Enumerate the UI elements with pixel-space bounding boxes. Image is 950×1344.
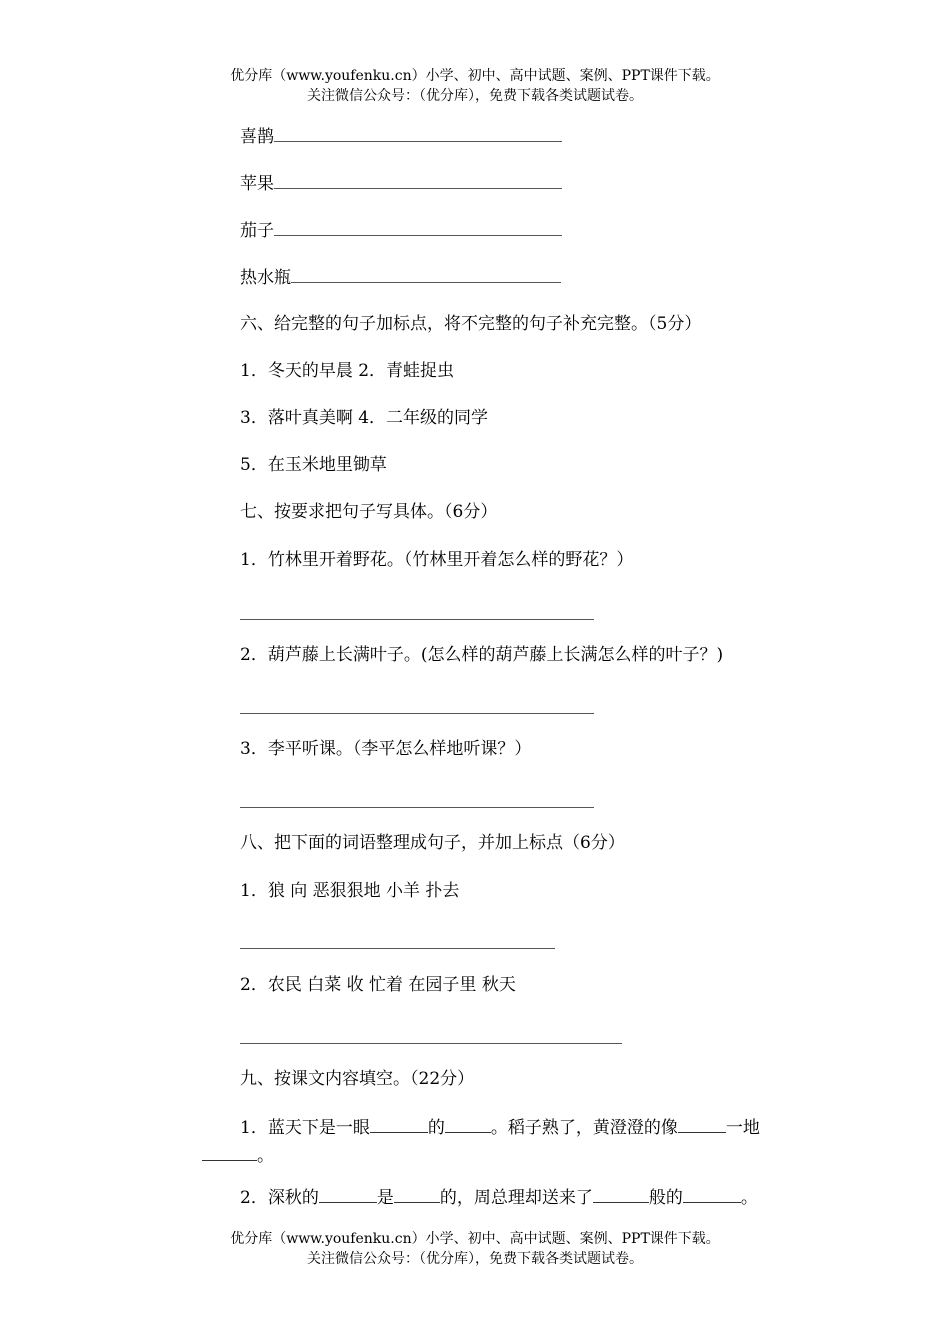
- section-6-row-3: 5．在玉米地里锄草: [240, 455, 387, 475]
- word-row-2: [240, 171, 562, 196]
- fill-blank[interactable]: [593, 1186, 649, 1203]
- word-label: 茄子: [240, 221, 274, 241]
- section-8-question-1: 1．狼 向 恶狠狠地 小羊 扑去: [240, 881, 460, 901]
- answer-line[interactable]: [274, 218, 562, 236]
- fill-blank[interactable]: [319, 1186, 377, 1203]
- text-segment: 。稻子熟了，黄澄澄的像: [490, 1118, 678, 1138]
- word-label: 苹果: [240, 174, 274, 194]
- text-segment: 1．蓝天下是一眼: [240, 1118, 370, 1138]
- answer-line[interactable]: [274, 124, 562, 142]
- text-segment: 2．深秋的: [240, 1188, 319, 1208]
- fill-blank[interactable]: [202, 1144, 257, 1161]
- fill-blank[interactable]: [394, 1186, 440, 1203]
- text-segment: 一地: [725, 1118, 760, 1138]
- fill-blank[interactable]: [370, 1116, 428, 1133]
- header-line-2: 关注微信公众号：（优分库），免费下载各类试题试卷。: [307, 88, 643, 104]
- section-7-title: 七、按要求把句子写具体。（6分）: [240, 502, 498, 522]
- text-segment: 是: [376, 1188, 394, 1208]
- section-9-question-2: [240, 1186, 758, 1210]
- fill-blank[interactable]: [678, 1116, 726, 1133]
- footer-line-2: 关注微信公众号：（优分库），免费下载各类试题试卷。: [307, 1251, 643, 1267]
- section-8-title: 八、把下面的词语整理成句子，并加上标点（6分）: [240, 833, 625, 853]
- word-row-3: [240, 218, 562, 243]
- word-row-4: [240, 265, 561, 290]
- text-segment: 的，周总理却送来了: [439, 1188, 593, 1208]
- header-line-1: 优分库（www.youfenku.cn）小学、初中、高中试题、案例、PPT课件下载。: [230, 68, 720, 84]
- section-6-row-2: 3．落叶真美啊 4．二年级的同学: [240, 408, 489, 428]
- page-footer: [0, 1229, 950, 1269]
- section-6-row-1: 1．冬天的早晨 2．青蛙捉虫: [240, 361, 455, 381]
- answer-line[interactable]: [240, 1043, 622, 1044]
- answer-line[interactable]: [291, 265, 561, 283]
- word-row-1: [240, 124, 562, 149]
- section-9-question-1-cont: [202, 1144, 274, 1168]
- section-9-title: 九、按课文内容填空。（22分）: [240, 1069, 475, 1089]
- answer-line[interactable]: [240, 713, 594, 714]
- section-6-title: 六、给完整的句子加标点，将不完整的句子补充完整。（5分）: [240, 314, 702, 334]
- word-label: 热水瓶: [240, 268, 291, 288]
- answer-line[interactable]: [240, 948, 555, 949]
- section-9-question-1: [240, 1116, 760, 1140]
- section-8-question-2: 2．农民 白菜 收 忙着 在园子里 秋天: [240, 975, 516, 995]
- word-label: 喜鹊: [240, 127, 274, 147]
- text-segment: 的: [427, 1118, 445, 1138]
- section-7-question-3: 3．李平听课。（李平怎么样地听课？）: [240, 739, 532, 759]
- page-header: [0, 66, 950, 106]
- fill-blank[interactable]: [683, 1186, 741, 1203]
- answer-line[interactable]: [240, 807, 594, 808]
- section-7-question-1: 1．竹林里开着野花。（竹林里开着怎么样的野花？）: [240, 550, 634, 570]
- section-7-question-2: 2．葫芦藤上长满叶子。(怎么样的葫芦藤上长满怎么样的叶子？): [240, 645, 724, 665]
- text-segment: 般的: [648, 1188, 683, 1208]
- answer-line[interactable]: [240, 619, 594, 620]
- fill-blank[interactable]: [445, 1116, 491, 1133]
- text-segment: 。: [257, 1146, 274, 1166]
- text-segment: 。: [740, 1188, 758, 1208]
- footer-line-1: 优分库（www.youfenku.cn）小学、初中、高中试题、案例、PPT课件下载。: [230, 1231, 720, 1247]
- answer-line[interactable]: [274, 171, 562, 189]
